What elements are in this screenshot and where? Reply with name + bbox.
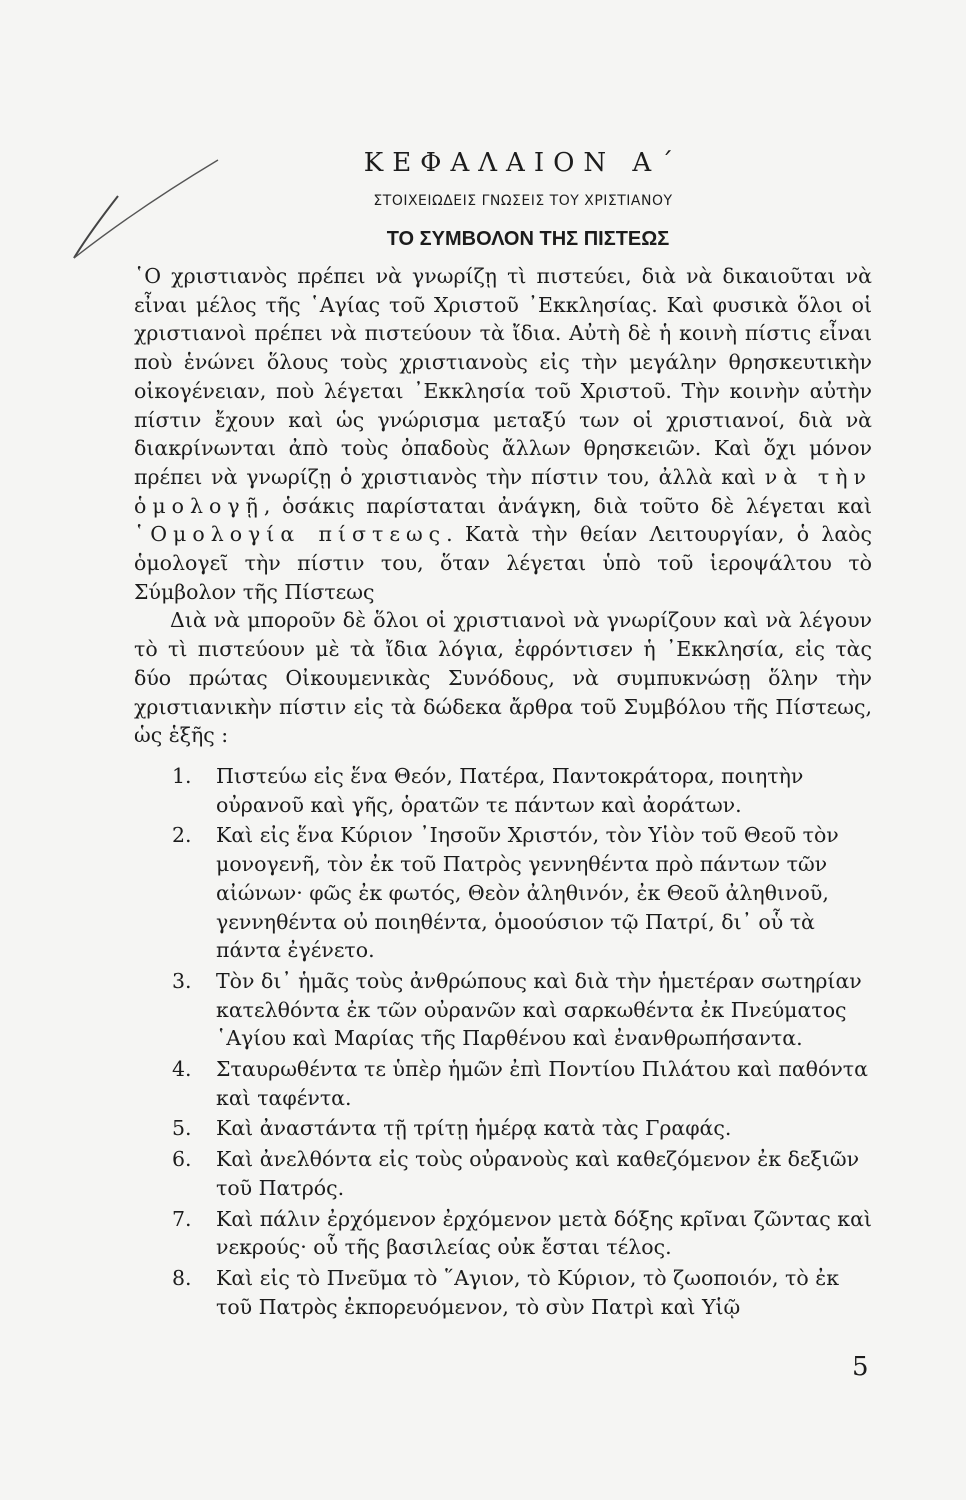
article-number: 5.	[172, 1116, 192, 1141]
creed-articles-list	[172, 762, 872, 1323]
article-number: 4.	[172, 1057, 192, 1082]
article-text: Καὶ εἰς τὸ Πνεῦμα τὸ ῞Αγιον, τὸ Κύριον, τὸ ζωοποιόν, τὸ ἐκ τοῦ Πατρὸς ἐκπορευόμενον, τὸ σὺν Πατρὶ καὶ Υἱῷ	[216, 1265, 840, 1319]
article-number: 8.	[172, 1265, 192, 1290]
creed-article	[172, 1145, 872, 1202]
creed-article	[172, 967, 872, 1053]
article-number: 3.	[172, 968, 192, 993]
article-text: Σταυρωθέντα τε ὑπὲρ ἡμῶν ἐπὶ Ποντίου Πιλάτου καὶ παθόντα καὶ ταφέντα.	[216, 1057, 868, 1110]
creed-article	[172, 1055, 872, 1112]
article-text: Καὶ εἰς ἕνα Κύριον ᾿Ιησοῦν Χριστόν, τὸν Υἱὸν τοῦ Θεοῦ τὸν μονογενῆ, τὸν ἐκ τοῦ Πατρὸς γεννηθέντα πρὸ πάντων τῶν αἰώνων· φῶς ἐκ φωτός, Θεὸν ἀληθινόν, ἐκ Θεοῦ ἀληθινοῦ, γεννηθέντα οὐ ποιηθέντα, ὁμοούσιον τῷ Πατρί, δι᾿ οὗ τὰ πάντα ἐγένετο.	[216, 823, 839, 963]
paragraph-1: ῾Ο χριστιανὸς πρέπει νὰ γνωρίζῃ τὶ πιστεύει, διὰ νὰ δικαιοῦται νὰ εἶναι μέλος τῆς ῾Αγίας τοῦ Χριστοῦ ᾿Εκκλησίας. Καὶ φυσικὰ ὅλοι οἱ χριστιανοὶ πρέπει νὰ πιστεύουν τὰ ἴδια. Αὐτὴ δὲ ἡ κοινὴ πίστις εἶναι ποὺ ἑνώνει ὅλους τοὺς χριστιανοὺς εἰς τὴν μεγάλην θρησκευτικὴν οἰκογένειαν, ποὺ λέγεται ᾿Εκκλησία τοῦ Χριστοῦ. Τὴν κοινὴν αὐτὴν πίστιν ἔχουν καὶ ὡς γνώρισμα μεταξύ των οἱ χριστιανοί, διὰ νὰ διακρίνωνται ἀπὸ τοὺς ὀπαδοὺς ἄλλων θρησκειῶν. Καὶ ὄχι μόνον πρέπει νὰ γνωρίζῃ ὁ χριστιανὸς τὴν πίστιν του, ἀλλὰ καὶ νὰ τὴν ὁμολογῇ, ὁσάκις παρίσταται ἀνάγκη, διὰ τοῦτο δὲ λέγεται καὶ ῾Ομολογία πίστεως. Κατὰ τὴν θείαν Λειτουργίαν, ὁ λαὸς ὁμολογεῖ τὴν πίστιν του, ὅταν λέγεται ὑπὸ τοῦ ἱεροψάλτου τὸ Σύμβολον τῆς Πίστεως	[134, 264, 872, 604]
article-number: 2.	[172, 823, 192, 848]
creed-article	[172, 762, 872, 819]
article-text: Πιστεύω εἰς ἕνα Θεόν, Πατέρα, Παντοκράτορα, ποιητὴν οὐρανοῦ καὶ γῆς, ὁρατῶν τε πάντων καὶ ἀοράτων.	[216, 764, 804, 817]
spaced-emphasis: ῾Ομολογία πίστεως	[134, 522, 447, 547]
paragraph-2: Διὰ νὰ μποροῦν δὲ ὅλοι οἱ χριστιανοὶ νὰ γνωρίζουν καὶ νὰ λέγουν τὸ τὶ πιστεύουν μὲ τὰ ἴδια λόγια, ἐφρόντισεν ἡ ᾿Εκκλησία, εἰς τὰς δύο πρώτας Οἰκουμενικὰς Συνόδους, νὰ συμπυκνώσῃ ὅλην τὴν χριστιανικὴν πίστιν εἰς τὰ δώδεκα ἄρθρα τοῦ Συμβόλου τῆς Πίστεως, ὡς ἑξῆς :	[134, 608, 872, 748]
spaced-emphasis: νὰ τὴν ὁμολογῇ	[134, 464, 872, 518]
section-heading: ΤΟ ΣΥΜΒΟΛΟΝ ΤΗΣ ΠΙΣΤΕΩΣ	[386, 228, 670, 250]
article-text: Καὶ ἀναστάντα τῇ τρίτῃ ἡμέρᾳ κατὰ τὰς Γραφάς.	[216, 1116, 732, 1141]
chapter-subtitle: ΣΤΟΙΧΕΙΩΔΕΙΣ ΓΝΩΣΕΙΣ ΤΟΥ ΧΡΙΣΤΙΑΝΟΥ	[373, 193, 673, 209]
article-number: 6.	[172, 1147, 192, 1172]
page-number: 5	[852, 1352, 869, 1382]
creed-article	[172, 821, 872, 965]
article-number: 1.	[172, 764, 192, 788]
creed-article	[172, 1205, 872, 1262]
article-number: 7.	[172, 1206, 192, 1231]
body-text	[134, 262, 872, 750]
article-text: Καὶ πάλιν ἐρχόμενον ἐρχόμενον μετὰ δόξης κρῖναι ζῶντας καὶ νεκρούς· οὗ τῆς βασιλείας οὐκ ἔσται τέλος.	[216, 1206, 872, 1260]
chapter-title: ΚΕΦΑΛΑΙΟΝ Α΄	[363, 148, 683, 178]
article-text: Καὶ ἀνελθόντα εἰς τοὺς οὐρανοὺς καὶ καθεζόμενον ἐκ δεξιῶν τοῦ Πατρός.	[216, 1147, 860, 1200]
article-text: Τὸν δι᾿ ἡμᾶς τοὺς ἀνθρώπους καὶ διὰ τὴν ἡμετέραν σωτηρίαν κατελθόντα ἐκ τῶν οὐρανῶν καὶ σαρκωθέντα ἐκ Πνεύματος ῾Αγίου καὶ Μαρίας τῆς Παρθένου καὶ ἐνανθρωπήσαντα.	[216, 968, 862, 1051]
creed-article	[172, 1264, 872, 1321]
creed-article	[172, 1114, 872, 1143]
